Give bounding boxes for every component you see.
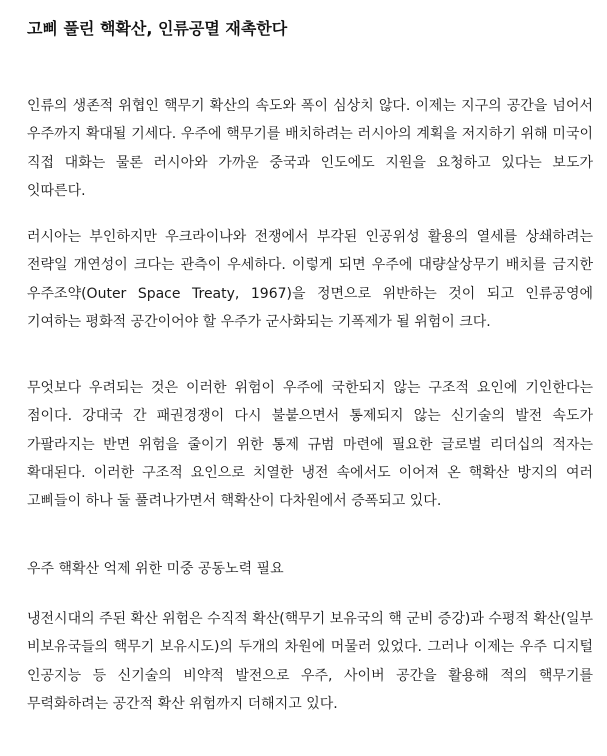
article-title: 고삐 풀린 핵확산, 인류공멸 재촉한다 — [27, 19, 288, 38]
section-subheading: 우주 핵확산 억제 위한 미중 공동노력 필요 — [27, 561, 284, 577]
article-paragraph: 무엇보다 우려되는 것은 이러한 위험이 우주에 국한되지 않는 구조적 요인에 기인한다는 점이다. 강대국 간 패권경쟁이 다시 불붙으면서 통제되지 않는 신기술의 발전 속도가 가팔라지는 반면 위험을 줄이기 위한 통제 규범 마련에 필요한 글로벌 리더십의 적자는 확대된다. 이러한 구조적 요인으로 치열한 냉전 속에서도 이어져 온 핵확산 방지의 여러 고삐들이 하나 둘 풀려나가면서 핵확산이 다차원에서 증폭되고 있다. — [27, 380, 593, 510]
article-paragraph: 러시아는 부인하지만 우크라이나와 전쟁에서 부각된 인공위성 활용의 열세를 상쇄하려는 전략일 개연성이 크다는 관측이 우세하다. 이렇게 되면 우주에 대량살상무기 배치를 금지한 우주조약(Outer Space Treaty, 1967)을 정면으로 위반하는 것이 되고 인류공영에 기여하는 평화적 공간이어야 할 우주가 군사화되는 기폭제가 될 위험이 크다. — [27, 229, 593, 330]
article-paragraph: 냉전시대의 주된 확산 위험은 수직적 확산(핵무기 보유국의 핵 군비 증강)과 수평적 확산(일부 비보유국들의 핵무기 보유시도)의 두개의 차원에 머물러 있었다. 그러나 이제는 우주 디지털 인공지능 등 신기술의 비약적 발전으로 우주, 사이버 공간을 활용해 적의 핵무기를 무력화하려는 공간적 확산 위험까지 더해지고 있다. — [27, 611, 593, 712]
article-paragraph: 인류의 생존적 위협인 핵무기 확산의 속도와 폭이 심상치 않다. 이제는 지구의 공간을 넘어서 우주까지 확대될 기세다. 우주에 핵무기를 배치하려는 러시아의 계획을 저지하기 위해 미국이 직접 대화는 물론 러시아와 가까운 중국과 인도에도 지원을 요청하고 있다는 보도가 잇따른다. — [27, 98, 593, 199]
